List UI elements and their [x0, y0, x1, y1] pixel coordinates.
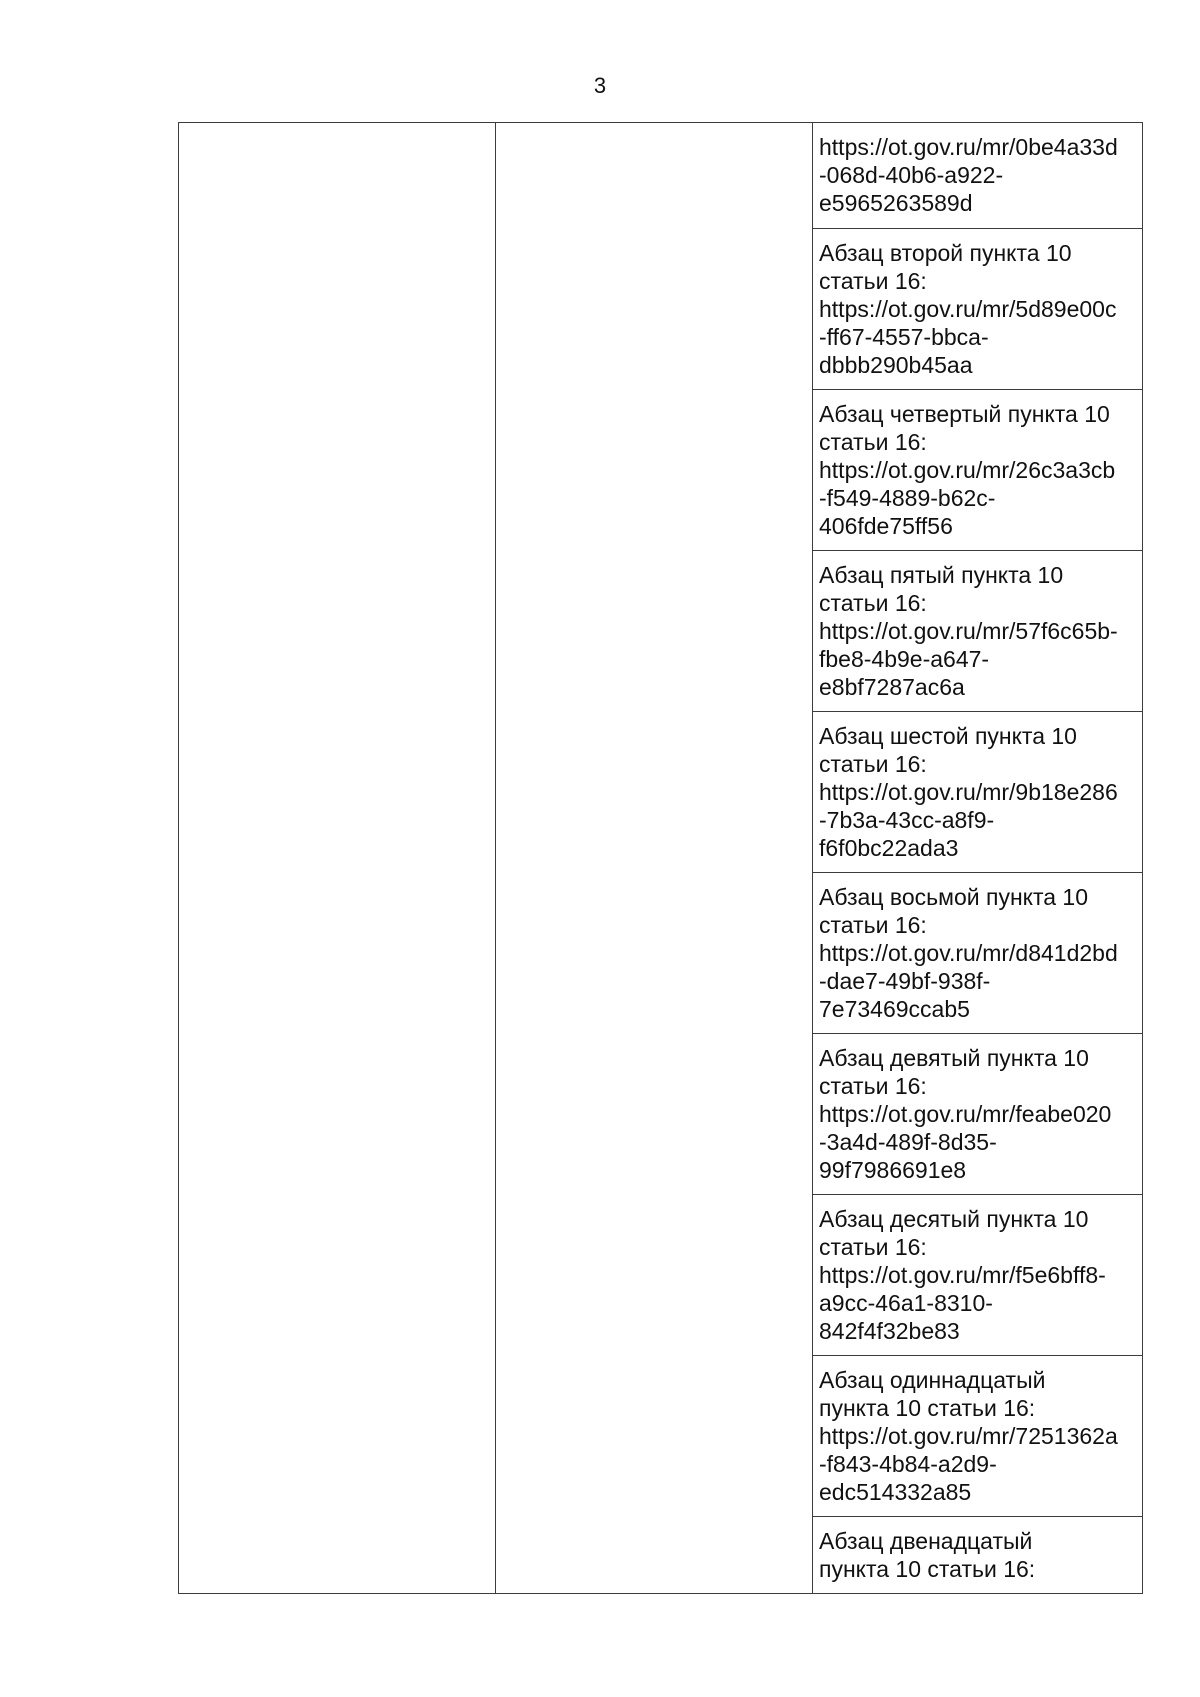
cell-text-line: пункта 10 статьи 16: — [819, 1395, 1036, 1421]
cell-link-line[interactable]: e8bf7287ac6a — [819, 674, 965, 700]
cell-link-line[interactable]: 99f7986691e8 — [819, 1157, 967, 1183]
table-cell — [813, 1034, 1142, 1195]
table-cell — [813, 123, 1142, 229]
cell-link-line[interactable]: https://ot.gov.ru/mr/5d89e00c — [819, 296, 1117, 322]
cell-text-line: статьи 16: — [819, 751, 927, 777]
table-cell — [813, 229, 1142, 390]
cell-link-line[interactable]: -068d-40b6-a922- — [819, 162, 1004, 188]
table-cell — [813, 712, 1142, 873]
table-cell — [813, 1195, 1142, 1356]
cell-text-line: Абзац одиннадцатый — [819, 1367, 1046, 1393]
cell-link-line[interactable]: f6f0bc22ada3 — [819, 835, 959, 861]
table-cell — [813, 551, 1142, 712]
cell-text-line: Абзац десятый пункта 10 — [819, 1206, 1089, 1232]
cell-text-line: Абзац девятый пункта 10 — [819, 1045, 1089, 1071]
cell-link-line[interactable]: e5965263589d — [819, 190, 973, 216]
cell-link-line[interactable]: https://ot.gov.ru/mr/d841d2bd — [819, 940, 1118, 966]
cell-text-line: статьи 16: — [819, 1234, 927, 1260]
table-cell — [813, 1356, 1142, 1517]
cell-link-line[interactable]: 406fde75ff56 — [819, 513, 953, 539]
cell-link-line[interactable]: -3a4d-489f-8d35- — [819, 1129, 997, 1155]
cell-link-line[interactable]: dbbb290b45aa — [819, 352, 973, 378]
cell-link-line[interactable]: https://ot.gov.ru/mr/0be4a33d — [819, 134, 1118, 160]
cell-link-line[interactable]: -dae7-49bf-938f- — [819, 968, 991, 994]
cell-link-line[interactable]: 842f4f32be83 — [819, 1318, 960, 1344]
cell-text-line: Абзац восьмой пункта 10 — [819, 884, 1089, 910]
cell-link-line[interactable]: -ff67-4557-bbca- — [819, 324, 989, 350]
cell-text-line: Абзац двенадцатый — [819, 1528, 1033, 1554]
cell-link-line[interactable]: https://ot.gov.ru/mr/7251362a — [819, 1423, 1118, 1449]
cell-text-line: Абзац пятый пункта 10 — [819, 562, 1064, 588]
cell-text-line: статьи 16: — [819, 590, 927, 616]
cell-text-line: Абзац второй пункта 10 — [819, 240, 1072, 266]
cell-text-line: Абзац четвертый пункта 10 — [819, 401, 1110, 427]
table-column-1 — [179, 123, 496, 1593]
table-cell — [813, 873, 1142, 1034]
cell-link-line[interactable]: -f549-4889-b62c- — [819, 485, 996, 511]
cell-text-line: пункта 10 статьи 16: — [819, 1556, 1036, 1582]
cell-text-line: статьи 16: — [819, 429, 927, 455]
table-column-3 — [813, 123, 1142, 1593]
cell-link-line[interactable]: https://ot.gov.ru/mr/9b18e286 — [819, 779, 1118, 805]
cell-text-line: статьи 16: — [819, 912, 927, 938]
cell-link-line[interactable]: a9cc-46a1-8310- — [819, 1290, 993, 1316]
cell-link-line[interactable]: https://ot.gov.ru/mr/57f6c65b- — [819, 618, 1118, 644]
table-cell — [813, 1517, 1142, 1593]
table-column-2 — [496, 123, 813, 1593]
cell-link-line[interactable]: edc514332a85 — [819, 1479, 972, 1505]
cell-link-line[interactable]: -7b3a-43cc-a8f9- — [819, 807, 995, 833]
cell-link-line[interactable]: 7e73469ccab5 — [819, 996, 970, 1022]
cell-link-line[interactable]: -f843-4b84-a2d9- — [819, 1451, 997, 1477]
cell-text-line: статьи 16: — [819, 1073, 927, 1099]
cell-link-line[interactable]: fbe8-4b9e-a647- — [819, 646, 990, 672]
cell-text-line: Абзац шестой пункта 10 — [819, 723, 1077, 749]
cell-text-line: статьи 16: — [819, 268, 927, 294]
cell-link-line[interactable]: https://ot.gov.ru/mr/feabe020 — [819, 1101, 1112, 1127]
cell-link-line[interactable]: https://ot.gov.ru/mr/26c3a3cb — [819, 457, 1116, 483]
table-cell — [813, 390, 1142, 551]
cell-link-line[interactable]: https://ot.gov.ru/mr/f5e6bff8- — [819, 1262, 1106, 1288]
document-table — [178, 122, 1143, 1594]
page-number: 3 — [593, 73, 607, 98]
